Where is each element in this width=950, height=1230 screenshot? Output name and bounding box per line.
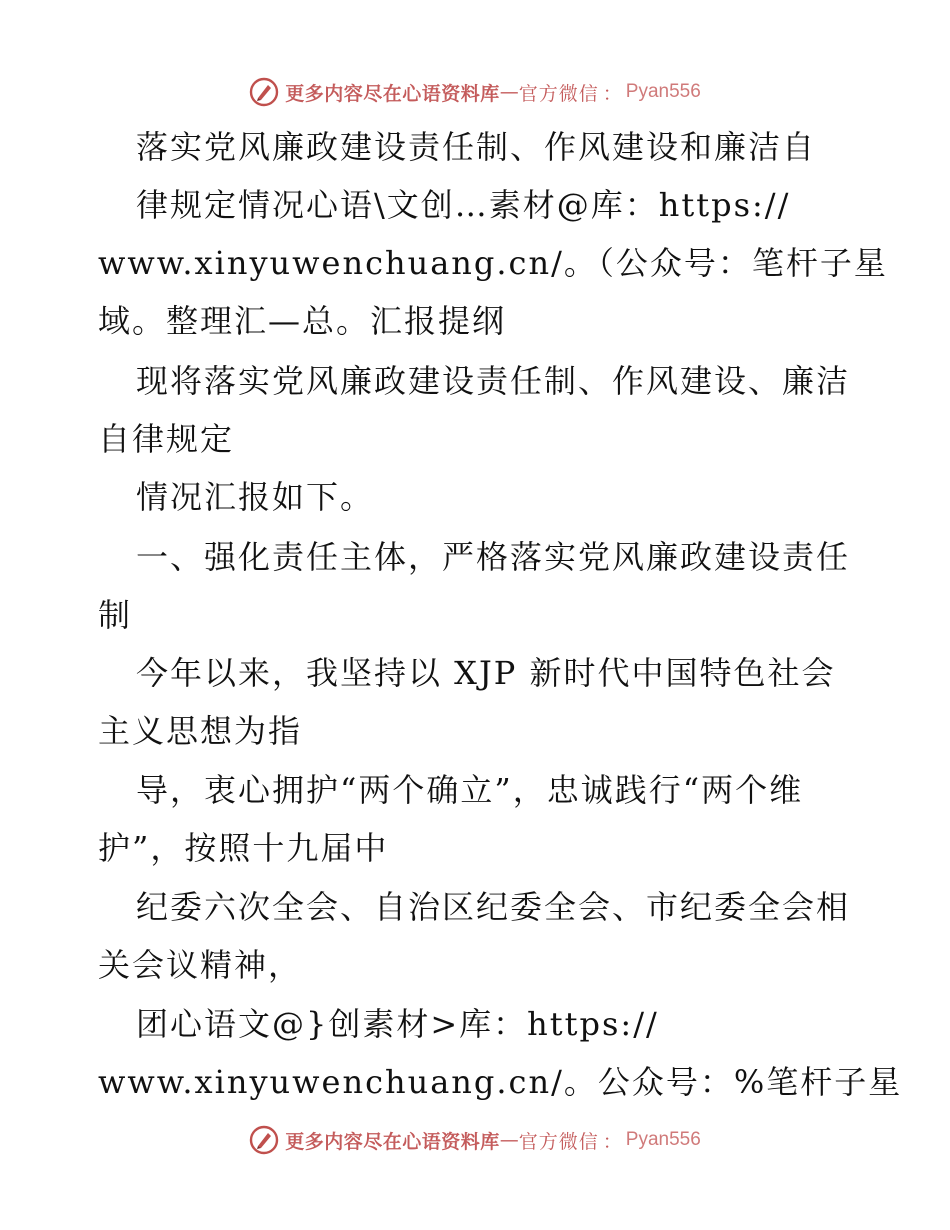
banner-official-label: 官方微信 xyxy=(518,1130,599,1153)
banner-official-label: 官方微信 xyxy=(518,82,599,105)
text-line: 团心语文@}创素材>库：https:// xyxy=(136,1005,659,1043)
banner-wechat-id: Pyan556 xyxy=(625,1129,701,1150)
banner-wechat-id: Pyan556 xyxy=(625,81,701,102)
text-line: 现将落实党风廉政建设责任制、作风建设、廉洁 xyxy=(136,362,851,400)
banner-separator: ： xyxy=(602,82,622,105)
text-line: 落实党风廉政建设责任制、作风建设和廉洁自 xyxy=(136,128,817,166)
text-line: 情况汇报如下。 xyxy=(136,478,375,516)
banner-dash: — xyxy=(499,1129,519,1151)
text-line: www.xinyuwenchuang.cn/。（公众号：笔杆子星 xyxy=(98,244,888,282)
text-line: www.xinyuwenchuang.cn/。公众号：%笔杆子星 xyxy=(98,1063,903,1101)
banner-dash: — xyxy=(499,81,519,103)
text-line: 自律规定 xyxy=(98,420,235,458)
text-line: 导，衷心拥护“两个确立”，忠诚践行“两个维 xyxy=(136,771,804,809)
section-heading: 一、强化责任主体，严格落实党风廉政建设责任 xyxy=(136,538,851,576)
section-heading-cont: 制 xyxy=(98,596,133,634)
footer-banner xyxy=(0,1120,950,1160)
pen-logo-icon xyxy=(249,1125,279,1155)
text-line: 律规定情况心语\文创…素材@库：https:// xyxy=(136,186,791,224)
pen-logo-icon xyxy=(249,77,279,107)
banner-main-text: 更多内容尽在心语资料库 xyxy=(285,1130,500,1153)
text-line: 纪委六次全会、自治区纪委全会、市纪委全会相 xyxy=(136,888,851,926)
text-line: 关会议精神， xyxy=(98,946,303,984)
text-line: 护”，按照十九届中 xyxy=(98,829,389,867)
banner-separator: ： xyxy=(602,1130,622,1153)
text-line: 主义思想为指 xyxy=(98,712,303,750)
banner-main-text: 更多内容尽在心语资料库 xyxy=(285,82,500,105)
text-line: 今年以来，我坚持以 XJP 新时代中国特色社会 xyxy=(136,654,836,692)
text-line: 域。整理汇—总。汇报提纲 xyxy=(98,302,507,340)
header-banner xyxy=(0,72,950,112)
